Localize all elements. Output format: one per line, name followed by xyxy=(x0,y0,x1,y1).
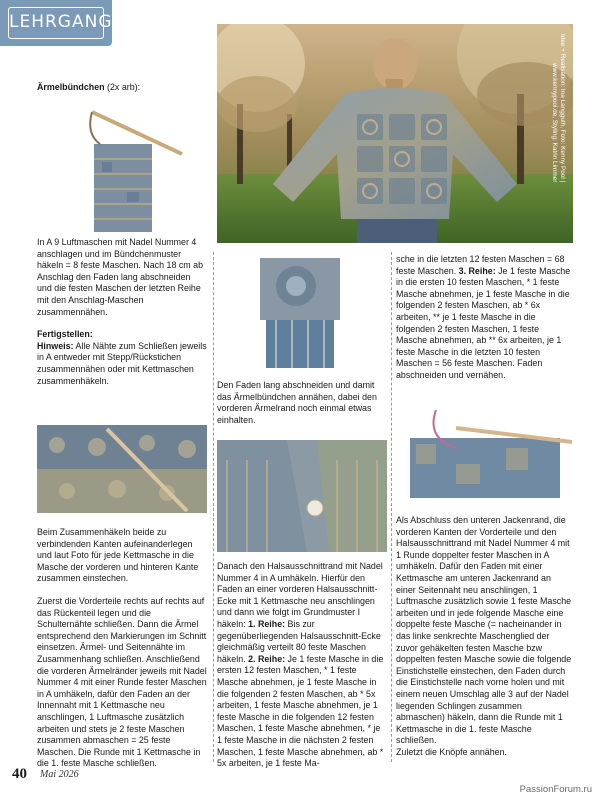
paragraph-assembly: Zuerst die Vorderteile rechts auf rechts auf das Rückenteil legen und die Schulternähte schließen. Dann die Ärmel entsprechend den Markierungen im Schnitt einsetzen. Ärmel- und Seitennähte im Zusammenhang schließen. Anschließend die vorderen Ärmelränder jeweils mit Nadel Nummer 4 mit einer Runde fester Maschen in A umhäkeln, dafür den Faden an der Innennaht mit 1 Kettmasche neu anschlingen, 1 Luftmasche zusätzlich arbeiten und stets je 2 feste Maschen zusammen abmaschen = 25 feste Maschen. Die Runde mit 1 Kettmasche in die 1. feste Masche schließen. xyxy=(37,595,207,769)
photo-edging xyxy=(396,408,572,504)
column-divider-right xyxy=(391,252,392,762)
paragraph-hint: Alle Nähte zum Schließen jeweils in A entweder mit Stepp/Rückstichen zusammennähen oder mit Kettmaschen zusammenhäkeln. xyxy=(37,340,207,386)
paragraph-buttons: Zuletzt die Knöpfe annähen. xyxy=(396,746,508,757)
photo-sleeve-attach xyxy=(252,254,356,370)
section-tab-label: LEHRGANG xyxy=(8,7,104,39)
paragraph-row-3: sche in die letzten 12 festen Maschen = 68 feste Maschen. 3. Reihe: Je 1 feste Masche in die ersten 10 festen Maschen, * 1 feste Masche abnehmen, je 1 feste Masche in die folgenden 2 festen Maschen, ab * 6x arbeiten, ** je 1 feste Masche in die folgenden 2 festen Maschen, 1 feste Masche abnehmen, ab ** 6x arbeiten, je 1 feste Masche in die letzten 10 festen Maschen = 56 feste Maschen. Faden abschneiden und vernähen. xyxy=(396,254,571,380)
text-block-col2-top xyxy=(217,380,387,437)
photo-neckline-button xyxy=(217,440,387,552)
label-hint: Hinweis: xyxy=(37,340,74,351)
heading-sleeve-cuff-note: (2x arb): xyxy=(104,82,141,92)
heading-finishing: Fertigstellen: xyxy=(37,329,93,340)
section-tab xyxy=(0,0,112,46)
label-row-3: 3. Reihe: xyxy=(458,265,496,276)
text-block-col1-top xyxy=(37,237,207,398)
paragraph-edging: Als Abschluss den unteren Jackenrand, die vorderen Kanten der Vorderteile und den Halsausschnittrand mit Nadel Nummer 4 mit 1 Runde doppelter fester Maschen in A umhäkeln. Dafür den Faden mit einer Kettmasche am unteren Jackenrand an einer Seitennaht neu anschlingen, 1 Luftmasche zusätzlich sowie 1 feste Masche arbeiten und in jede folgende Masche eine doppelte feste Masche (= nacheinander in das linke senkrechte Maschenglied der zuvor gehäkelten festen Masche bzw doppelten festen Masche sowie die folgende Einstichstelle einstechen, den Faden durch die Einstichstelle nach vorne holen und mit einem neuen Umschlag alle 3 auf der Nadel liegenden Schlingen zusammen abmaschen) häkeln, dann die Runde mit 1 Kettmasche in die 1. feste Masche schließen. xyxy=(396,515,572,746)
photo-sleeve-cuff-crochet xyxy=(82,104,184,232)
caption-joining: Beim Zusammenhäkeln beide zu verbindenden Kanten aufeinanderlegen und laut Foto für jede Kettmasche in die Masche der vorderen und hinteren Kante zusammen einstechen. xyxy=(37,527,199,584)
text-block-col1-bottom xyxy=(37,527,207,781)
text-block-col3-top xyxy=(396,254,572,393)
label-row-2: 2. Reihe: xyxy=(248,653,286,664)
page-number: 40 xyxy=(12,766,27,782)
issue-date: Mai 2026 xyxy=(40,769,79,780)
text-block-sleeve-cuff-heading xyxy=(37,82,207,105)
heading-sleeve-cuff: Ärmelbündchen xyxy=(37,82,105,92)
hero-photo-jacket xyxy=(217,24,573,243)
photo-joining-seams xyxy=(37,425,207,513)
caption-sleeve-attach: Den Faden lang abschneiden und damit das Ärmelbündchen annähen, dabei den vorderen Ärmelrand noch einmal etwas einhalten. xyxy=(217,380,377,425)
paragraph-neckline: Danach den Halsausschnittrand mit Nadel Nummer 4 in A umhäkeln. Hierfür den Faden an einer vorderen Halsausschnitt-Ecke mit 1 Kettmasche neu anschlingen und dann wie folgt im Grundmuster I häkeln: 1. Reihe: Bis zur gegenüberliegenden Halsausschnitt-Ecke gleichmäßig verteilt 80 feste Maschen häkeln. 2. Reihe: Je 1 feste Masche in die ersten 12 festen Maschen, * 1 feste Masche abnehmen, je 1 feste Masche in die folgenden 2 festen Maschen, ab * 5x arbeiten, 1 feste Masche abnehmen, je 1 feste Masche in die folgenden 12 festen Maschen, 1 feste Masche abnehmen, * je 1 feste Masche in die nächsten 2 festen Maschen, 1 feste Masche abnehmen, ab * 5x arbeiten, je 1 feste Ma- xyxy=(217,561,384,769)
photo-credit: Idee + Realisation: Ina Langguth, Foto: Kenny Pool | www.kennypool.de, Styling: Katrin Limmer xyxy=(551,33,566,182)
paragraph-cuff-instructions: In A 9 Luftmaschen mit Nadel Nummer 4 anschlagen und im Bündchenmuster häkeln = 8 feste Maschen. Nach 18 cm ab Anschlag den Faden lang abschneiden und die festen Maschen der letzten Reihe mit den Anschlag-Maschen zusammennähen. xyxy=(37,237,204,317)
label-row-1: 1. Reihe: xyxy=(248,618,286,629)
column-divider-left xyxy=(213,252,214,762)
watermark: PassionForum.ru xyxy=(519,784,592,795)
text-block-col3-bottom xyxy=(396,515,572,769)
text-block-col2-bottom xyxy=(217,561,387,781)
